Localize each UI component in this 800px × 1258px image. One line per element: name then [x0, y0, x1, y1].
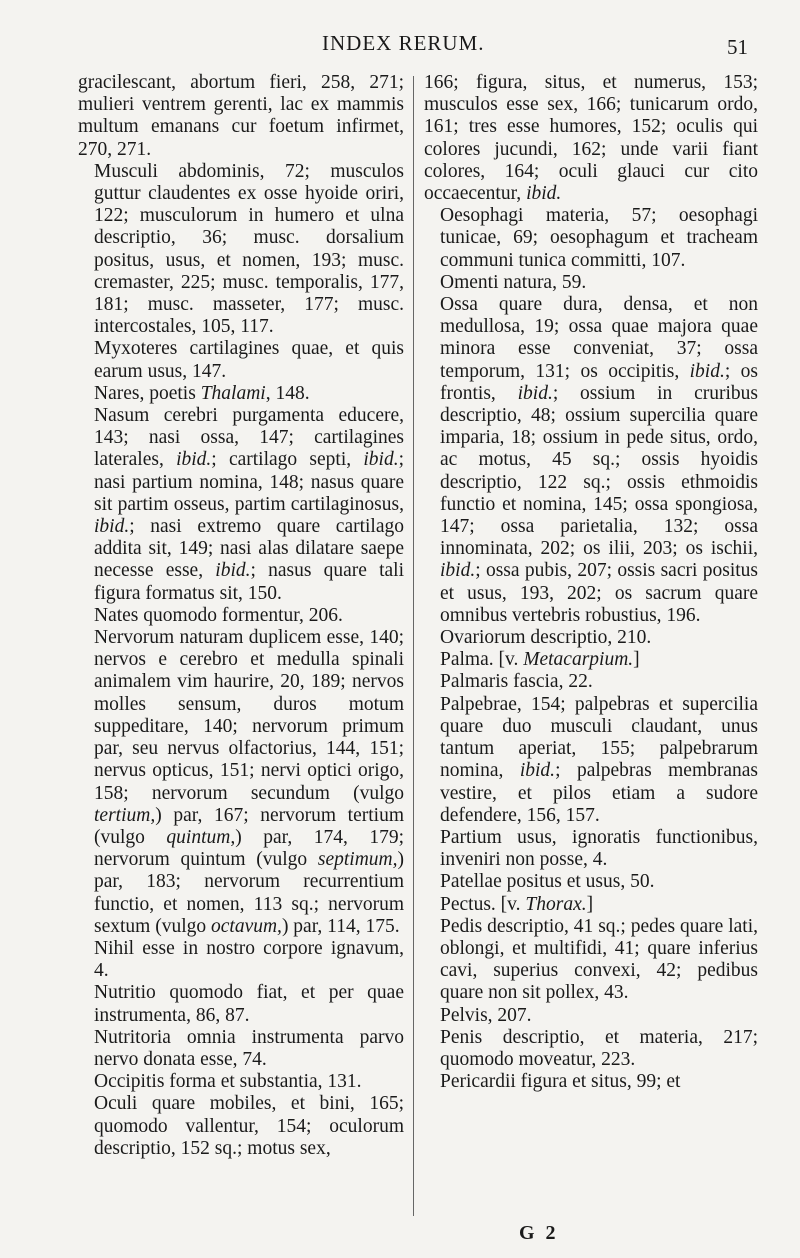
index-entry: Pelvis, 207.: [440, 1004, 532, 1026]
index-entry: Nasum cerebri purgamenta educere, 143; nasi ossa, 147; cartilagines laterales, ibid.; cartilago septi, ibid.; nasi partium nomina, 148; nasus quare sit partim osseus, partim cartilaginosus, ibid.; nasi extremo quare cartilago addita sit, 149; nasi alas dilatare saepe necesse esse, ibid.; nasus quare tali figura formatus sit, 150.: [94, 405, 404, 604]
signature-mark: G 2: [519, 1222, 559, 1244]
index-entry: Nervorum naturam duplicem esse, 140; nervos e cerebro et medulla spinali animalem vim haurire, 20, 189; nervos molles sensum, duros motum suppeditare, 140; nervorum primum par, seu nervus olfactorius, 144, 151; nervus opticus, 151; nervi optici origo, 158; nervorum secundum (vulgo tertium,) par, 167; nervorum tertium (vulgo quintum,) par, 174, 179; nervorum quintum (vulgo septimum,) par, 183; nervorum recurrentium functio, et nomen, 113 sq.; nervorum sextum (vulgo octavum,) par, 114, 175.: [94, 627, 404, 937]
index-entry: Occipitis forma et substantia, 131.: [94, 1071, 362, 1093]
index-entry: Ossa quare dura, densa, et non medullosa, 19; ossa quae majora quae minora esse conveniat, 37; ossa temporum, 131; os occipitis, ibid.; os frontis, ibid.; ossium in cruribus descriptio, 48; ossium supercilia quare imparia, 18; ossium in pede situs, ordo, ac motus, 45 sq.; ossis hyoidis descriptio, 122 sq.; ossis ethmoidis functio et nomina, 145; ossa spongiosa, 147; ossa parietalia, 132; ossa innominata, 202; os ilii, 203; os ischii, ibid.; ossa pubis, 207; ossis sacri positus et usus, 193, 202; os sacrum quare omnibus vertebris robustius, 196.: [440, 294, 759, 626]
left-column: [78, 72, 404, 1160]
page-header: [0, 31, 800, 61]
right-column: [424, 72, 758, 1093]
index-entry: Musculi abdominis, 72; musculos guttur claudentes ex osse hyoide oriri, 122; musculorum in humero et ulna descriptio, 36; musc. dorsalium positus, usus, et nomen, 193; musc. cremaster, 225; musc. temporalis, 177, 181; musc. masseter, 177; musc. intercostales, 105, 117.: [94, 160, 404, 338]
index-entry: Palma. [v. Metacarpium.]: [440, 649, 640, 671]
index-entry: Oculi quare mobiles, et bini, 165; quomodo vallentur, 154; oculorum descriptio, 152 sq.; motus sex,: [94, 1093, 404, 1159]
index-entry: Pericardii figura et situs, 99; et: [440, 1071, 681, 1093]
index-entry: Nutritio quomodo fiat, et per quae instrumenta, 86, 87.: [94, 982, 404, 1026]
index-entry: Penis descriptio, et materia, 217; quomodo moveatur, 223.: [440, 1026, 758, 1070]
index-entry: gracilescant, abortum fieri, 258, 271; mulieri ventrem gerenti, lac ex mammis multum emanans cur foetum infirmet, 270, 271.: [78, 72, 404, 160]
running-title: INDEX RERUM.: [322, 31, 485, 55]
index-entry: Partium usus, ignoratis functionibus, inveniri non posse, 4.: [440, 826, 758, 871]
column-divider: [413, 76, 414, 1216]
index-entry: Pectus. [v. Thorax.]: [440, 893, 594, 915]
page-number: 51: [727, 35, 748, 59]
index-entry: Omenti natura, 59.: [440, 271, 587, 293]
index-entry: Myxoteres cartilagines quae, et quis earum usus, 147.: [94, 338, 404, 382]
index-entry: Nihil esse in nostro corpore ignavum, 4.: [94, 937, 404, 982]
index-entry: Pedis descriptio, 41 sq.; pedes quare lati, oblongi, et multifidi, 41; quare inferius cavi, superius convexi, 42; pedibus quare non sit pollex, 43.: [440, 915, 758, 1004]
index-entry: Patellae positus et usus, 50.: [440, 871, 655, 893]
index-entry: Nares, poetis Thalami, 148.: [94, 382, 310, 404]
index-entry: Nutritoria omnia instrumenta parvo nervo donata esse, 74.: [94, 1026, 404, 1070]
index-entry: Ovariorum descriptio, 210.: [440, 627, 652, 649]
index-entry: 166; figura, situs, et numerus, 153; musculos esse sex, 166; tunicarum ordo, 161; tres esse humores, 152; oculis qui colores jucundi, 162; unde varii fiant colores, 164; oculi glauci cur cito occaecentur, ibid.: [424, 72, 758, 205]
index-entry: Palmaris fascia, 22.: [440, 671, 593, 693]
index-entry: Nates quomodo formentur, 206.: [94, 604, 343, 626]
index-entry: Palpebrae, 154; palpebras et supercilia quare duo musculi claudant, unus tantum aperiat, 155; palpebrarum nomina, ibid.; palpebras membranas vestire, et pilos etiam a sudore defendere, 156, 157.: [440, 693, 759, 826]
index-entry: Oesophagi materia, 57; oesophagi tunicae, 69; oesophagum et tracheam communi tunica committi, 107.: [440, 205, 758, 271]
